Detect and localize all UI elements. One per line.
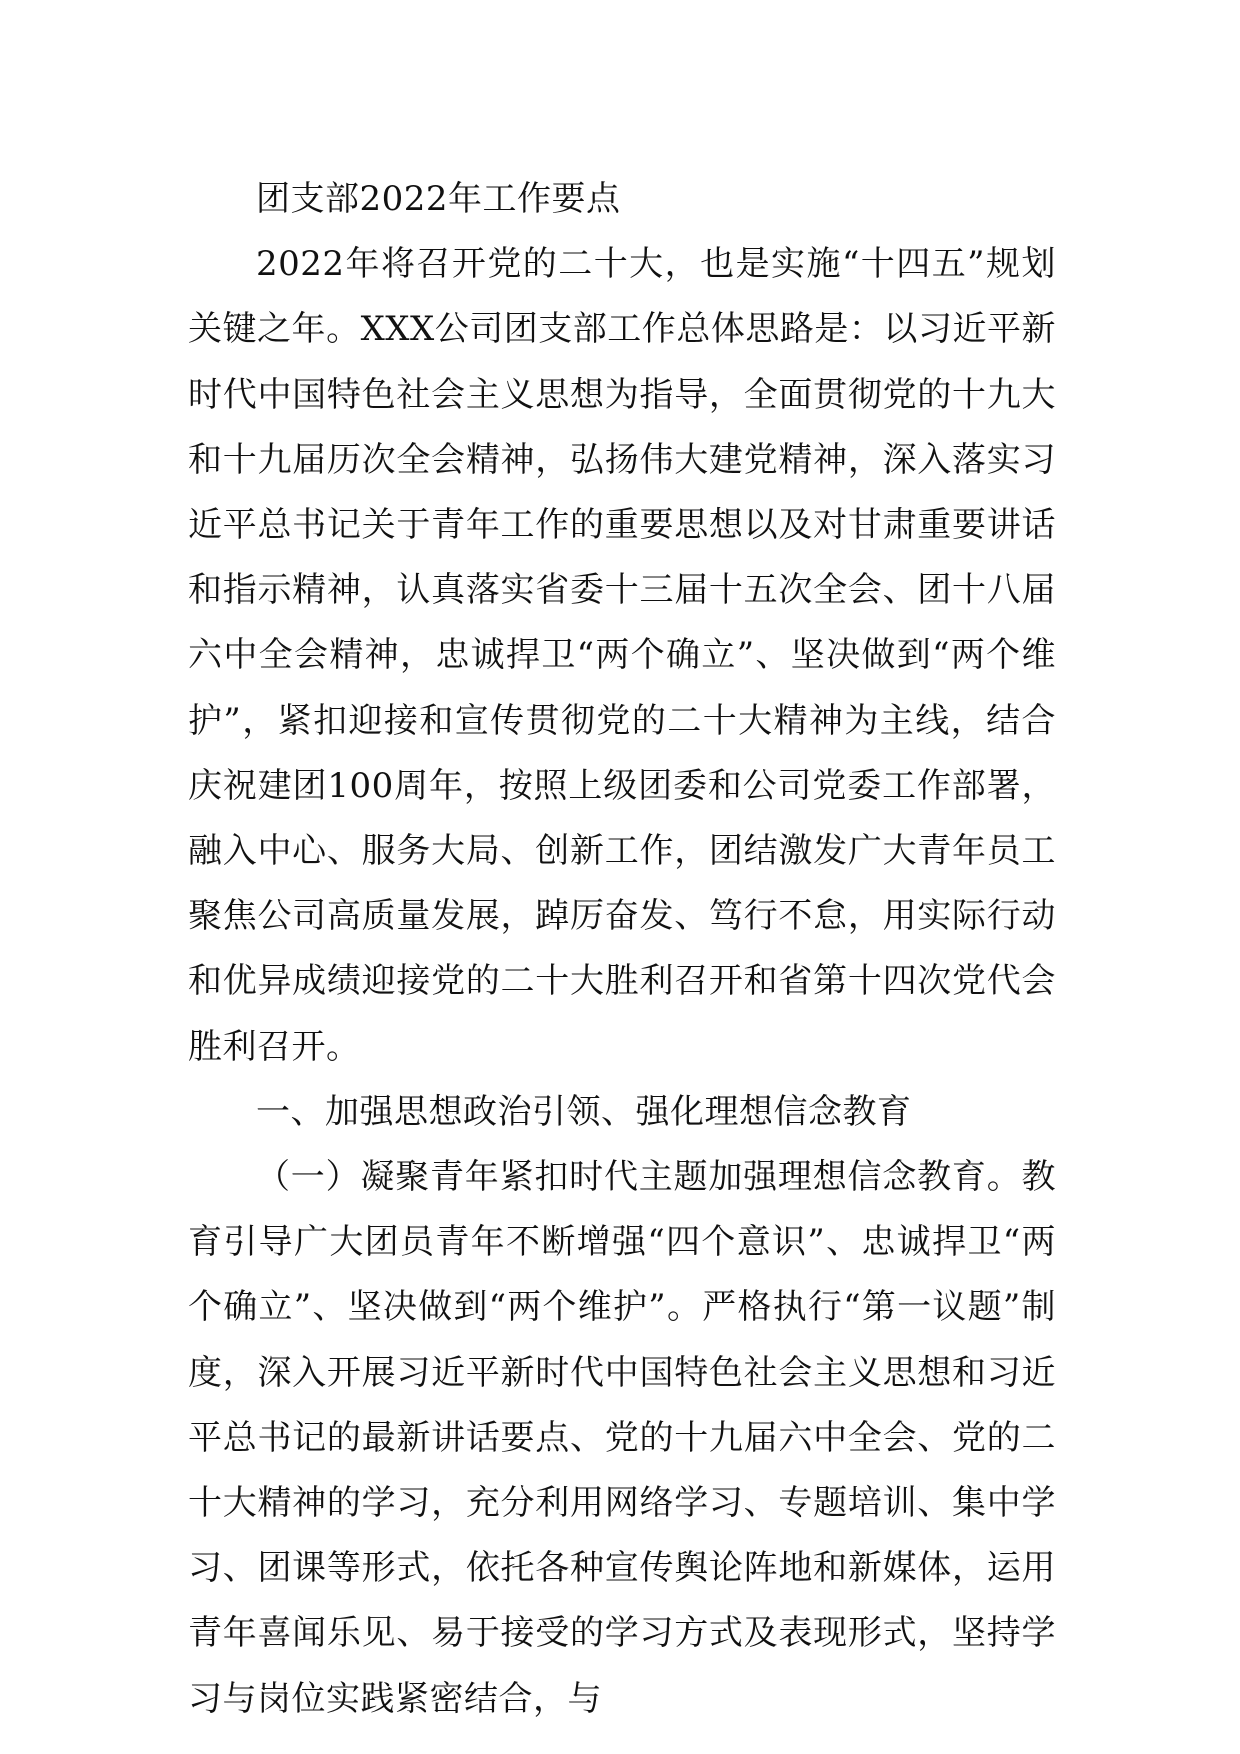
document-title: 团支部2022年工作要点 bbox=[256, 179, 621, 219]
section-heading-1: 一、加强思想政治引领、强化理想信念教育 bbox=[256, 1091, 912, 1132]
intro-paragraph: 2022年将召开党的二十大，也是实施“十四五”规划关键之年。XXX公司团支部工作总体思路是：以习近平新时代中国特色社会主义思想为指导，全面贯彻党的十九大和十九届历次全会精神，弘扬伟大建党精神，深入落实习近平总书记关于青年工作的重要思想以及对甘肃重要讲话和指示精神，认真落实省委十三届十五次全会、团十八届六中全会精神，忠诚捍卫“两个确立”、坚决做到“两个维护”，紧扣迎接和宣传贯彻党的二十大精神为主线，结合庆祝建团100周年，按照上级团委和公司党委工作部署，融入中心、服务大局、创新工作，团结激发广大青年员工聚焦公司高质量发展，踔厉奋发、笃行不怠，用实际行动和优异成绩迎接党的二十大胜利召开和省第十四次党代会胜利召开。 bbox=[188, 244, 1056, 1067]
document-body bbox=[188, 167, 1056, 1732]
subsection-paragraph-1: （一）凝聚青年紧扣时代主题加强理想信念教育。教育引导广大团员青年不断增强“四个意识”、忠诚捍卫“两个确立”、坚决做到“两个维护”。严格执行“第一议题”制度，深入开展习近平新时代中国特色社会主义思想和习近平总书记的最新讲话要点、党的十九届六中全会、党的二十大精神的学习，充分利用网络学习、专题培训、集中学习、团课等形式，依托各种宣传舆论阵地和新媒体，运用青年喜闻乐见、易于接受的学习方式及表现形式，坚持学习与岗位实践紧密结合，与 bbox=[188, 1157, 1056, 1719]
